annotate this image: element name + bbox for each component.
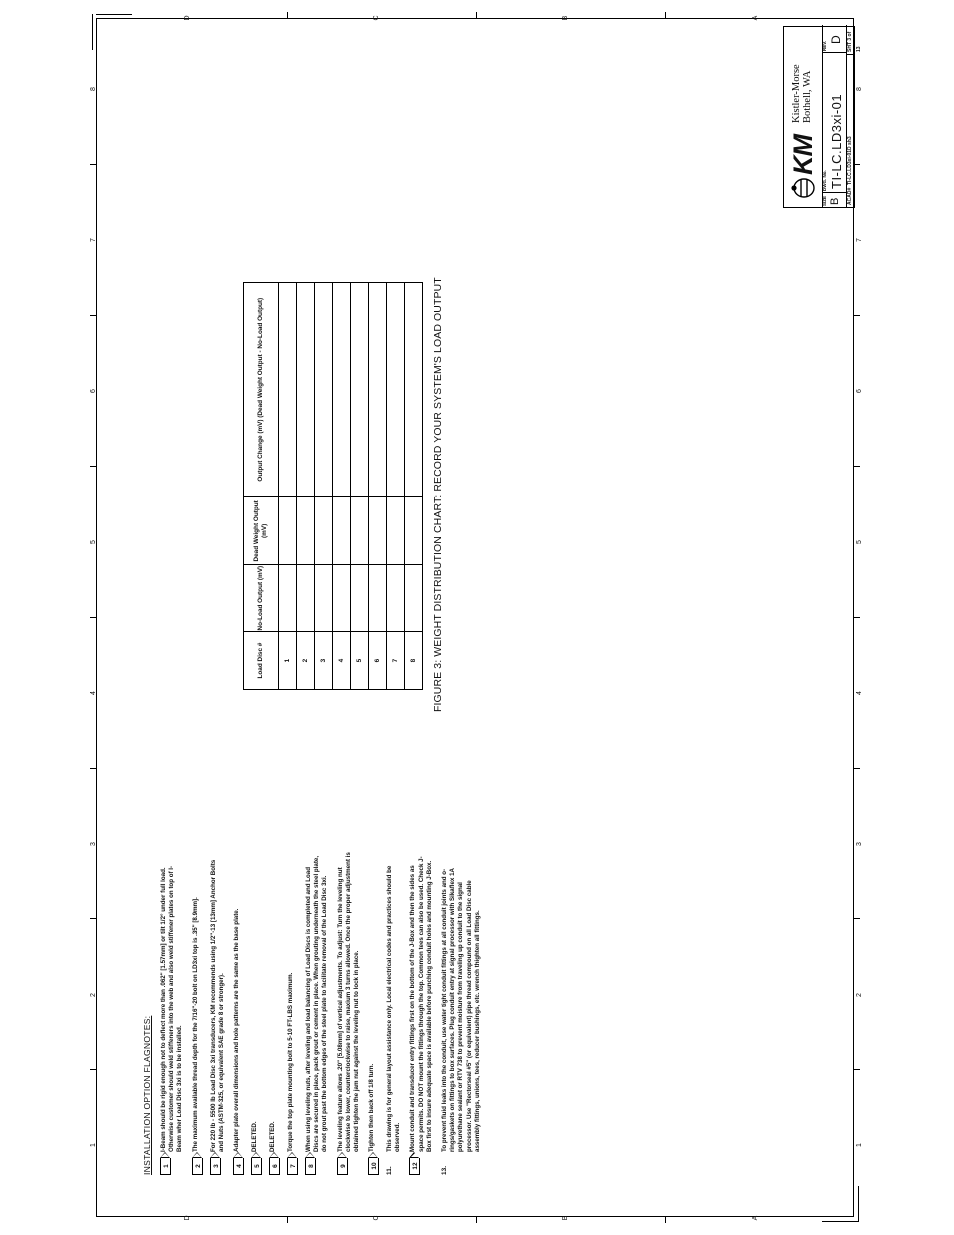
zone-number: 2 <box>856 993 863 997</box>
note-number: 13. <box>441 1165 448 1175</box>
row-number: 2 <box>297 632 315 690</box>
weight-distribution-table <box>243 282 423 690</box>
table-row <box>279 283 297 690</box>
zone-number: 1 <box>856 1143 863 1147</box>
no-load-cell[interactable] <box>405 565 423 632</box>
output-change-cell[interactable] <box>369 283 387 497</box>
zone-number: 5 <box>90 540 97 544</box>
zone-label: D <box>184 15 191 21</box>
dwg-cell <box>822 52 846 193</box>
title-block-dwg-row <box>822 25 847 207</box>
table-row <box>333 283 351 690</box>
dead-weight-cell[interactable] <box>279 497 297 565</box>
flag-marker: 7 <box>287 1158 298 1175</box>
dead-weight-cell[interactable] <box>405 497 423 565</box>
flag-marker: 8 <box>305 1158 316 1175</box>
no-load-cell[interactable] <box>333 565 351 632</box>
dead-weight-cell[interactable] <box>333 497 351 565</box>
dwg-number: TI-LC.LD3xi-01 <box>829 93 844 189</box>
flag-marker: 6 <box>269 1158 280 1175</box>
zone-tick <box>90 918 96 919</box>
zone-label: C <box>373 1215 380 1221</box>
table-row <box>405 283 423 690</box>
rev-cell <box>822 25 846 53</box>
rev-value: D <box>829 35 843 44</box>
rev-label: REV. <box>822 40 827 51</box>
row-number: 6 <box>369 632 387 690</box>
flag-marker: 5 <box>251 1158 262 1175</box>
note-2 <box>192 265 203 1175</box>
zone-tick <box>476 1217 477 1223</box>
corner-mark-bottom <box>822 1221 858 1222</box>
table-row <box>351 283 369 690</box>
size-cell <box>822 192 846 207</box>
company-name: Kistler-Morse <box>791 64 802 123</box>
zone-label: D <box>184 1215 191 1221</box>
zone-number: 6 <box>90 389 97 393</box>
table-row <box>315 283 333 690</box>
note-text: When using leveling nuts, after leveling and load balancing of Load Discs is completed and Load Discs are secured in place, pack grout or cement in place. When grouting underneath the steel plate, do not grout past the bottom edges of the steel plate to facilitate removal of the Load Disc 3xi. <box>304 855 329 1152</box>
zone-label: B <box>562 1215 569 1221</box>
zone-tick <box>90 466 96 467</box>
dead-weight-cell[interactable] <box>369 497 387 565</box>
flag-marker: 1 <box>160 1158 171 1175</box>
zone-tick <box>854 315 860 316</box>
no-load-cell[interactable] <box>279 565 297 632</box>
col-header-dead-weight: Dead Weight Output (mV) <box>244 497 279 565</box>
zone-label: B <box>562 15 569 21</box>
weight-distribution-table-wrap <box>243 282 417 690</box>
zone-number: 2 <box>90 993 97 997</box>
zone-tick <box>90 315 96 316</box>
table-header-row <box>244 283 279 690</box>
company-location: Bothell, WA <box>802 70 813 123</box>
zone-tick <box>476 12 477 18</box>
no-load-cell[interactable] <box>369 565 387 632</box>
zone-number: 4 <box>856 691 863 695</box>
no-load-cell[interactable] <box>351 565 369 632</box>
row-number: 1 <box>279 632 297 690</box>
flag-marker: 3 <box>210 1158 221 1175</box>
note-text: To prevent fluid leaks into the conduit, use water tight conduit fittings at all conduit joints and o-rings/gaskets on fittings to box surfaces. Plug conduit entry at signal processor with Sikaflex 1A polyurethane sealant or RTV 738 to prevent moisture from traveling up conduit to the signal processor. Use "Rectorseal #5" (or equivalent) pipe thread compound on all Load Disc cable assembly fittings, unions, tees, reducer bushings, etc. wrench thighten all fittings. <box>441 868 481 1152</box>
table-row <box>369 283 387 690</box>
dead-weight-cell[interactable] <box>351 497 369 565</box>
zone-number: 3 <box>856 842 863 846</box>
flag-marker: 4 <box>233 1158 244 1175</box>
title-block-acad-row <box>846 25 862 207</box>
output-change-cell[interactable] <box>333 283 351 497</box>
note-text: Adapter plate overall dimensions and hole patterns are the same as the base plate. <box>232 908 240 1152</box>
corner-mark-top <box>96 14 132 15</box>
size-value: B <box>829 197 841 205</box>
output-change-cell[interactable] <box>297 283 315 497</box>
dead-weight-cell[interactable] <box>297 497 315 565</box>
zone-number: 1 <box>90 1143 97 1147</box>
table-row <box>387 283 405 690</box>
col-header-load-disc: Load Disc # <box>244 632 279 690</box>
zone-tick <box>854 918 860 919</box>
zone-number: 7 <box>856 238 863 242</box>
size-label: SIZE <box>822 195 827 206</box>
zone-number: 5 <box>856 540 863 544</box>
zone-number: 3 <box>90 842 97 846</box>
zone-tick <box>854 768 860 769</box>
dead-weight-cell[interactable] <box>387 497 405 565</box>
no-load-cell[interactable] <box>297 565 315 632</box>
zone-number: 8 <box>856 87 863 91</box>
zone-tick <box>854 617 860 618</box>
km-logo-text: KM <box>788 135 818 175</box>
table-row <box>297 283 315 690</box>
dead-weight-cell[interactable] <box>315 497 333 565</box>
note-text: Mount conduit and transducer entry fittings first on the bottom of the J-Box and then the sides as space permits. DO NOT mount the fittings through the top. Common tees can also be used. Check J-Box first to insure adequate space is available before punching conduit holes and mounting J-Box. <box>409 856 433 1152</box>
title-block-logo-row <box>784 25 823 207</box>
note-text: For 220 lb - 5500 lb Load Disc 3xi transducers, KM recommends using 1/2"-13 [13mm] Anchor Bolts and Nuts (ASTM-325, or equivalent SAE grade 8 or stronger). <box>209 859 225 1152</box>
zone-tick <box>854 1069 860 1070</box>
note-number: 11. <box>386 1166 394 1175</box>
sheet-info: SHT 3 of 13 <box>847 31 862 52</box>
zone-tick <box>90 768 96 769</box>
title-block <box>783 26 862 208</box>
note-text: DELETED. <box>250 1121 258 1152</box>
acad-label: ACAD# <box>847 187 853 205</box>
note-text: Torque the top plate mounting bolt to 5-10 FT-LBS maximum. <box>286 972 294 1152</box>
flag-marker: 12 <box>409 1158 420 1175</box>
note-1 <box>160 265 185 1175</box>
note-text: This drawing is for general layout assistance only. Local electrical codes and practices should be observed. <box>386 865 402 1152</box>
col-header-no-load: No-Load Output (mV) <box>244 565 279 632</box>
corner-mark-top-v <box>92 14 93 50</box>
zone-label: A <box>752 1215 759 1221</box>
row-number: 5 <box>351 632 369 690</box>
zone-number: 7 <box>90 238 97 242</box>
output-change-cell[interactable] <box>405 283 423 497</box>
note-text: The leveling feature allows .20" [5.08mm] of vertical adjustments. To adjust: Turn the leveling nut clockwise to lower, counterclockwise to raise, maxium 3 turns allowed. Once the proper adjustment is obtained tighten the jam nut against the leveling nut to lock in place. <box>336 852 360 1152</box>
figure-caption: FIGURE 3: WEIGHT DISTRIBUTION CHART: RECORD YOUR SYSTEM'S LOAD OUTPUT <box>432 277 444 712</box>
zone-label: C <box>373 15 380 21</box>
flag-marker: 10 <box>368 1158 379 1175</box>
zone-number: 6 <box>856 389 863 393</box>
no-load-cell[interactable] <box>315 565 333 632</box>
zone-tick <box>90 617 96 618</box>
flag-marker: 2 <box>192 1158 203 1175</box>
zone-tick <box>90 1069 96 1070</box>
dwg-label: DWG. No. <box>822 170 827 191</box>
note-text: The maximum available thread depth for the 7/16"-20 bolt on LD3xi top is .35" [8.9mm]. <box>191 897 199 1152</box>
col-header-output-change: Output Change (mV) (Dead Weight Output - No-Load Output) <box>244 283 279 497</box>
output-change-cell[interactable] <box>315 283 333 497</box>
note-text: DELETED. <box>268 1121 276 1152</box>
note-13 <box>441 265 482 1175</box>
zone-number: 4 <box>90 691 97 695</box>
output-change-cell[interactable] <box>387 283 405 497</box>
row-number: 7 <box>387 632 405 690</box>
row-number: 4 <box>333 632 351 690</box>
zone-tick <box>854 466 860 467</box>
zone-tick <box>90 164 96 165</box>
row-number: 8 <box>405 632 423 690</box>
note-text: I-Beam should be rigid enough not to deflect more than .062" [1.57mm] or tilt 1/2° under full load. Otherwise customer should weld stiffeners into the web and also weld stiffener plates on top of I-Beam wher Load Disc 3xi is to be installed. <box>160 865 184 1152</box>
note-text: Tighten then back off 1/8 turn. <box>368 1063 376 1152</box>
zone-tick <box>287 12 288 18</box>
acad-divider <box>846 54 855 55</box>
flag-marker: 9 <box>337 1158 348 1175</box>
zone-tick <box>665 12 666 18</box>
output-change-cell[interactable] <box>279 283 297 497</box>
notes-title: INSTALLATION OPTION FLAGNOTES: <box>142 1015 152 1175</box>
row-number: 3 <box>315 632 333 690</box>
corner-mark-bottom-v <box>858 1186 859 1222</box>
no-load-cell[interactable] <box>387 565 405 632</box>
zone-tick <box>287 1217 288 1223</box>
zone-number: 8 <box>90 87 97 91</box>
acad-value: TI-LC.LD3xi-01D sh3 <box>847 136 853 185</box>
km-globe-icon <box>790 177 816 199</box>
zone-tick <box>665 1217 666 1223</box>
output-change-cell[interactable] <box>351 283 369 497</box>
zone-label: A <box>752 15 759 21</box>
note-3 <box>210 265 226 1175</box>
